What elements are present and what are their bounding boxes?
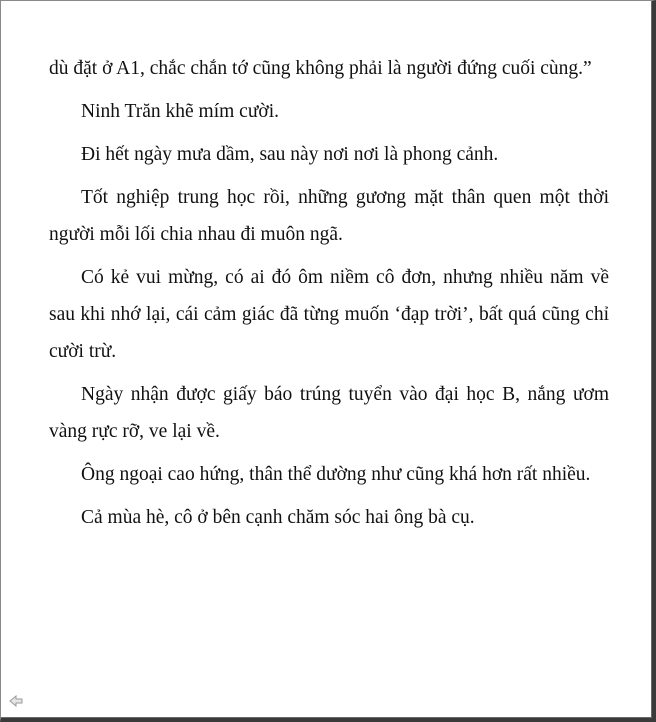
paragraph: Cả mùa hè, cô ở bên cạnh chăm sóc hai ông bà cụ. — [81, 507, 475, 528]
back-arrow-icon[interactable] — [9, 695, 23, 707]
paragraph: Tốt nghiệp trung học rồi, những gương mặt thân quen một thời người mỗi lối chia nhau đi muôn ngã. — [49, 187, 609, 245]
text-body — [49, 50, 609, 542]
paragraph: Ông ngoại cao hứng, thân thể dường như cũng khá hơn rất nhiều. — [81, 464, 591, 485]
paragraph: Ninh Trăn khẽ mím cười. — [81, 101, 280, 122]
paragraph: Đi hết ngày mưa dầm, sau này nơi nơi là phong cảnh. — [81, 144, 499, 165]
paragraph: Ngày nhận được giấy báo trúng tuyển vào đại học B, nắng ươm vàng rực rỡ, ve lại về. — [49, 384, 609, 442]
paragraph: Có kẻ vui mừng, có ai đó ôm niềm cô đơn, nhưng nhiều năm về sau khi nhớ lại, cái cảm giác đã từng muốn ‘đạp trời’, bất quá cũng chỉ cười trừ. — [49, 267, 609, 362]
paragraph: dù đặt ở A1, chắc chắn tớ cũng không phải là người đứng cuối cùng.” — [49, 58, 592, 79]
